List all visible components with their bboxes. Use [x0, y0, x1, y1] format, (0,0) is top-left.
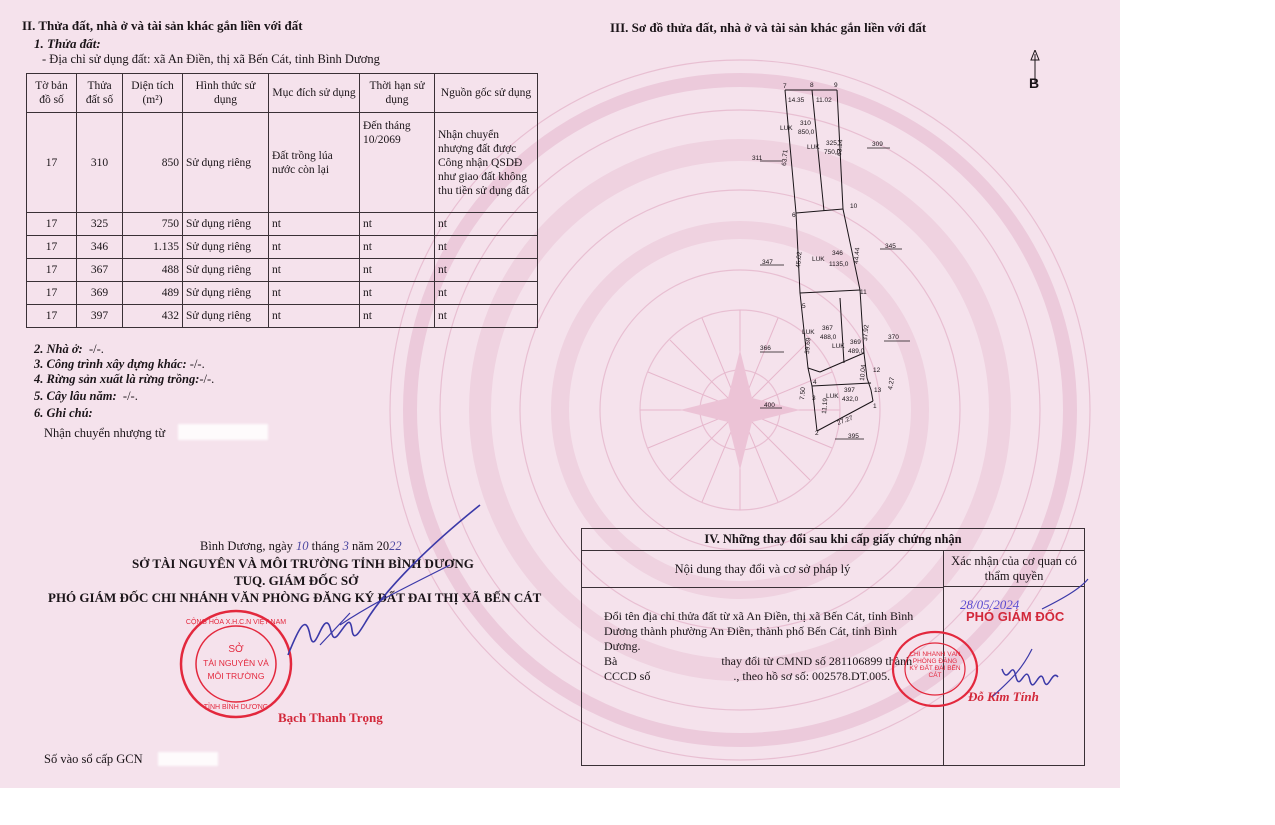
dim-label: 37.92 — [862, 324, 871, 342]
table-row — [27, 282, 538, 305]
parcel-number: 369 — [850, 339, 861, 346]
table-cell: 17 — [27, 236, 77, 259]
table-cell: Đất trồng lúa nước còn lại — [269, 113, 360, 213]
table-cell: nt — [435, 213, 538, 236]
col-header: Nguồn gốc sử dụng — [435, 74, 538, 113]
date-year: 22 — [389, 539, 402, 553]
table-cell: Sử dụng riêng — [183, 305, 269, 328]
table-cell: 432 — [123, 305, 183, 328]
col-header: Thời hạn sử dụng — [360, 74, 435, 113]
dim-label: 11.02 — [816, 97, 832, 104]
neighbor-label: 345 — [885, 243, 896, 250]
change-content — [604, 609, 934, 684]
table-cell: 17 — [27, 282, 77, 305]
redacted-registry — [158, 752, 218, 766]
parcel-area: 750,0 — [824, 149, 841, 156]
dim-label: 63.71 — [781, 149, 790, 167]
table-cell: 325 — [77, 213, 123, 236]
table-cell: 369 — [77, 282, 123, 305]
point-label: 7 — [783, 83, 787, 90]
table-cell: 850 — [123, 113, 183, 213]
table-cell: 346 — [77, 236, 123, 259]
table-cell: 750 — [123, 213, 183, 236]
table-header-row — [27, 74, 538, 113]
neighbor-label: 395 — [848, 433, 859, 440]
table-cell: 367 — [77, 259, 123, 282]
parcel-area: 432,0 — [842, 396, 859, 403]
item-label: 4. Rừng sản xuất là rừng trồng: — [34, 372, 200, 386]
parcel-code: LUK — [780, 125, 793, 132]
table-row — [27, 113, 538, 213]
signature-right-icon — [982, 569, 1092, 709]
parcel-area: 1135,0 — [829, 261, 849, 268]
parcel-area: 488,0 — [820, 334, 837, 341]
table-cell: 1.135 — [123, 236, 183, 259]
parcel-diagram — [740, 78, 910, 448]
item-label: 2. Nhà ở: — [34, 342, 83, 356]
parcel-code: LUK — [812, 256, 825, 263]
registry-label: Số vào sổ cấp GCN — [44, 752, 143, 766]
branch-seal-text: CHI NHÁNH VĂN PHÒNG ĐĂNG KÝ ĐẤT ĐAI BẾN CÁT — [909, 651, 961, 679]
table-row — [27, 259, 538, 282]
item-value: -/-. — [199, 372, 215, 386]
dim-label: 39.69 — [804, 337, 813, 355]
table-row — [27, 236, 538, 259]
neighbor-label: 366 — [760, 345, 771, 352]
change-line-id — [604, 669, 934, 684]
table-cell: Sử dụng riêng — [183, 236, 269, 259]
redacted-name — [178, 424, 268, 440]
date-month-label: tháng — [311, 539, 340, 553]
seal-line: MÔI TRƯỜNG — [207, 671, 265, 681]
parcel-number: 310 — [800, 120, 811, 127]
seal-line: TÀI NGUYÊN VÀ — [203, 658, 269, 668]
table-cell: 17 — [27, 113, 77, 213]
seal-bottom-text: TỈNH BÌNH DƯƠNG — [203, 704, 269, 711]
change-line-person — [604, 654, 934, 669]
date-day: 10 — [296, 539, 309, 553]
date-year-label: năm 20 — [351, 539, 390, 553]
north-arrow-icon — [1028, 50, 1042, 86]
table-cell: 397 — [77, 305, 123, 328]
table-cell: 489 — [123, 282, 183, 305]
table-cell: Sử dụng riêng — [183, 259, 269, 282]
signature-left-icon — [280, 495, 490, 675]
date-month: 3 — [342, 539, 349, 553]
seal-line: SỞ — [228, 644, 244, 655]
item-value: -/-. — [122, 389, 138, 403]
section4-title: IV. Những thay đổi sau khi cấp giấy chứng nhận — [582, 529, 1084, 551]
section2-title: II. Thửa đất, nhà ở và tài sản khác gắn liền với đất — [22, 18, 303, 33]
parcel-number: 325 — [826, 140, 837, 147]
point-label: 9 — [834, 82, 838, 89]
table-cell: nt — [269, 305, 360, 328]
dim-label: 4.27 — [887, 376, 897, 391]
item-forest — [34, 372, 214, 387]
north-label: B — [1029, 75, 1040, 91]
signer-role: TUQ. GIÁM ĐỐC SỞ — [234, 573, 359, 588]
col-header: Mục đích sử dụng — [269, 74, 360, 113]
point-label: 10 — [850, 203, 858, 210]
table-cell: 17 — [27, 213, 77, 236]
neighbor-label: 309 — [872, 141, 883, 148]
seal-top-text: CỘNG HÒA X.H.C.N VIỆT NAM — [185, 619, 287, 626]
point-label: 3 — [812, 395, 816, 402]
changes-box — [581, 528, 1085, 766]
parcel-number: 346 — [832, 250, 843, 257]
col-header: Diện tích (m²) — [123, 74, 183, 113]
parcel-code: LUK — [802, 329, 815, 336]
table-row — [27, 213, 538, 236]
table-cell: nt — [269, 259, 360, 282]
parcel-number: 367 — [822, 325, 833, 332]
dim-label: 63.14 — [836, 139, 845, 157]
table-cell: Sử dụng riêng — [183, 282, 269, 305]
issuing-org: SỞ TÀI NGUYÊN VÀ MÔI TRƯỜNG TỈNH BÌNH DƯƠNG — [132, 556, 474, 571]
table-cell: Sử dụng riêng — [183, 213, 269, 236]
land-address: - Địa chỉ sử dụng đất: xã An Điền, thị xã Bến Cát, tỉnh Bình Dương — [42, 52, 380, 66]
change-text: thay đổi từ CMND số 281106899 thành — [721, 654, 913, 668]
item-label: 5. Cây lâu năm: — [34, 389, 117, 403]
col-header: Hình thức sử dụng — [183, 74, 269, 113]
table-cell: Sử dụng riêng — [183, 113, 269, 213]
neighbor-label: 370 — [888, 334, 899, 341]
official-seal-icon — [178, 608, 294, 720]
point-label: 5 — [802, 303, 806, 310]
point-label: 13 — [874, 387, 882, 394]
table-cell: 17 — [27, 259, 77, 282]
item-label: 3. Công trình xây dựng khác: — [34, 357, 187, 371]
col-header: Thửa đất số — [77, 74, 123, 113]
table-cell: 488 — [123, 259, 183, 282]
table-row — [27, 305, 538, 328]
table-cell: nt — [360, 305, 435, 328]
parcel-code: LUK — [826, 393, 839, 400]
item-perennial — [34, 389, 138, 404]
land-title: 1. Thửa đất: — [34, 36, 101, 51]
table-cell: nt — [435, 236, 538, 259]
col-header-changes: Nội dung thay đổi và cơ sở pháp lý — [582, 551, 944, 588]
table-cell: nt — [269, 213, 360, 236]
col-header: Tờ bản đồ số — [27, 74, 77, 113]
col-header-confirm: Xác nhận của cơ quan có thẩm quyền — [944, 551, 1084, 587]
neighbor-label: 311 — [752, 155, 763, 162]
dim-label: 14.35 — [788, 97, 805, 104]
date-prefix: Bình Dương, ngày — [200, 539, 293, 553]
point-label: 6 — [792, 212, 796, 219]
parcel-number: 397 — [844, 387, 855, 394]
parcel-code: LUK — [832, 343, 845, 350]
item-value: -/-. — [189, 357, 205, 371]
table-cell: nt — [269, 282, 360, 305]
item-notes — [34, 406, 93, 421]
table-cell: nt — [435, 282, 538, 305]
signer-role-detail: PHÓ GIÁM ĐỐC CHI NHÁNH VĂN PHÒNG ĐĂNG KÝ ĐẤT ĐAI THỊ XÃ BẾN CÁT — [48, 590, 542, 605]
table-cell: 310 — [77, 113, 123, 213]
point-label: 1 — [873, 403, 877, 410]
item-value: -/-. — [88, 342, 104, 356]
item-house — [34, 342, 104, 357]
land-table — [26, 73, 538, 328]
table-cell: nt — [360, 259, 435, 282]
point-label: 8 — [810, 82, 814, 89]
dim-label: 10.04 — [859, 364, 868, 382]
table-cell: nt — [269, 236, 360, 259]
point-label: 2 — [815, 430, 819, 437]
section3-title: III. Sơ đồ thửa đất, nhà ở và tài sản khác gắn liền với đất — [610, 20, 927, 35]
table-cell: nt — [360, 213, 435, 236]
point-label: 4 — [813, 379, 817, 386]
parcel-area: 850,0 — [798, 129, 815, 136]
neighbor-label: 400 — [764, 402, 775, 409]
dim-label: 11.19 — [821, 397, 830, 415]
signer-name-right: Đỗ Kim Tính — [968, 689, 1039, 704]
change-line: Đổi tên địa chỉ thửa đất từ xã An Điền, thị xã Bến Cát, tỉnh Bình Dương thành phường An Điền, thành phố Bến Cát, tỉnh Bình Dương. — [604, 609, 914, 653]
change-text: Bà — [604, 654, 618, 668]
change-text: ., theo hồ sơ số: 002578.DT.005. — [733, 669, 891, 683]
confirm-role: PHÓ GIÁM ĐỐC — [966, 609, 1065, 624]
dim-label: 45.02 — [795, 251, 804, 269]
signer-name-left: Bạch Thanh Trọng — [278, 710, 383, 725]
table-cell: nt — [435, 259, 538, 282]
confirm-date: 28/05/2024 — [960, 597, 1020, 612]
item-label: 6. Ghi chú: — [34, 406, 93, 420]
table-cell: nt — [360, 236, 435, 259]
table-cell: 17 — [27, 305, 77, 328]
point-label: 12 — [873, 367, 881, 374]
change-text: CCCD số — [604, 669, 651, 683]
neighbor-label: 347 — [762, 259, 773, 266]
table-cell: Đến tháng 10/2069 — [360, 113, 435, 213]
parcel-code: LUK — [807, 144, 820, 151]
table-cell: Nhận chuyển nhượng đất được Công nhận QSDĐ như giao đất không thu tiền sử dụng đất — [435, 113, 538, 213]
point-label: 11 — [860, 289, 867, 296]
note-text: Nhận chuyển nhượng từ — [44, 426, 166, 440]
dim-label: 27.27 — [836, 414, 854, 427]
item-construction — [34, 357, 205, 372]
parcel-area: 489,0 — [848, 348, 865, 355]
dim-label: 44.44 — [853, 247, 862, 265]
branch-seal-icon — [890, 629, 980, 709]
table-cell: nt — [435, 305, 538, 328]
dim-label: 7.50 — [799, 386, 808, 401]
table-cell: nt — [360, 282, 435, 305]
